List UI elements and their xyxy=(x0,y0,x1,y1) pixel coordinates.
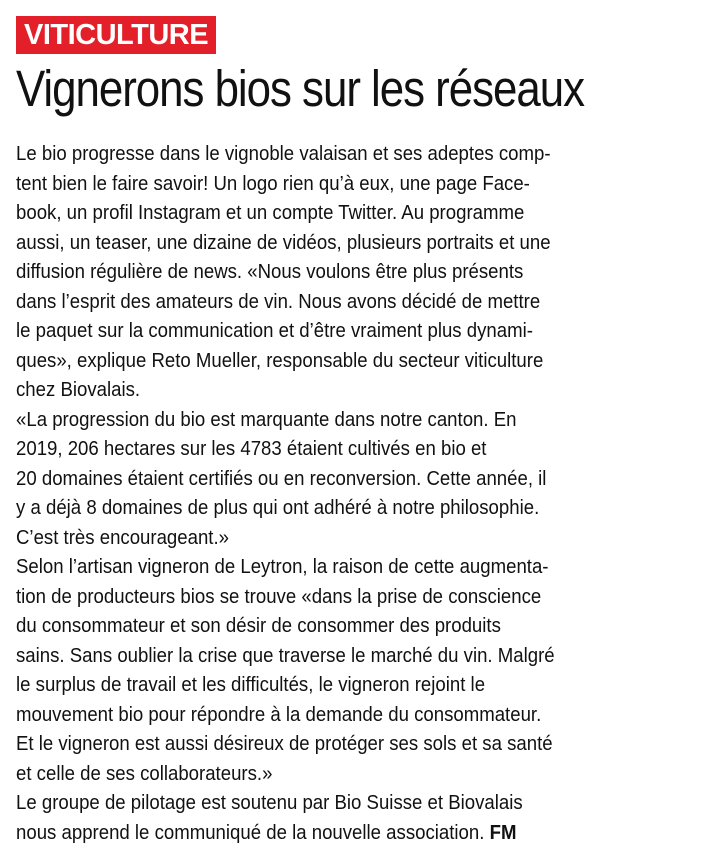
body-line: et celle de ses collaborateurs.» xyxy=(16,762,273,785)
body-line: dans l’esprit des amateurs de vin. Nous avons décidé de mettre xyxy=(16,290,541,313)
body-line: Le groupe de pilotage est soutenu par Bio Suisse et Biovalais xyxy=(16,792,523,814)
body-line-text: nous apprend le communiqué de la nouvelle association. xyxy=(16,821,485,844)
body-line: 2019, 206 hectares sur les 4783 étaient cultivés en bio et xyxy=(16,438,487,460)
body-line: tion de producteurs bios se trouve «dans la prise de conscience xyxy=(16,585,542,608)
section-kicker: VITICULTURE xyxy=(16,16,216,54)
body-line: le surplus de travail et les difficultés, le vigneron rejoint le xyxy=(16,674,486,696)
body-line: diffusion régulière de news. «Nous voulons être plus présents xyxy=(16,261,524,283)
body-line: Selon l’artisan vigneron de Leytron, la raison de cette augmenta- xyxy=(16,556,549,578)
body-line: le paquet sur la communication et d’être vraiment plus dynami- xyxy=(16,320,533,342)
author-signature: FM xyxy=(489,821,517,844)
body-line: du consommateur et son désir de consommer des produits xyxy=(16,615,501,637)
body-line: C’est très encourageant.» xyxy=(16,526,229,549)
headline: Vignerons bios sur les réseaux xyxy=(16,60,584,117)
article-body xyxy=(16,140,696,848)
body-line: Et le vigneron est aussi désireux de protéger ses sols et sa santé xyxy=(16,733,553,755)
body-line: tent bien le faire savoir! Un logo rien qu’à eux, une page Face- xyxy=(16,172,530,195)
body-line: Le bio progresse dans le vignoble valaisan et ses adeptes comp- xyxy=(16,143,551,165)
body-line: chez Biovalais. xyxy=(16,379,141,401)
body-line: book, un profil Instagram et un compte Twitter. Au programme xyxy=(16,202,525,224)
body-line: sains. Sans oublier la crise que traverse le marché du vin. Malgré xyxy=(16,644,555,667)
body-line: y a déjà 8 domaines de plus qui ont adhéré à notre philosophie. xyxy=(16,497,540,519)
body-line: mouvement bio pour répondre à la demande du consommateur. xyxy=(16,703,542,726)
body-line: 20 domaines étaient certifiés ou en reconversion. Cette année, il xyxy=(16,467,547,490)
body-line-last xyxy=(16,819,648,849)
body-line: ques», explique Reto Mueller, responsable du secteur viticulture xyxy=(16,349,544,372)
body-line: aussi, un teaser, une dizaine de vidéos, plusieurs portraits et une xyxy=(16,231,551,254)
body-line: «La progression du bio est marquante dans notre canton. En xyxy=(16,408,517,431)
